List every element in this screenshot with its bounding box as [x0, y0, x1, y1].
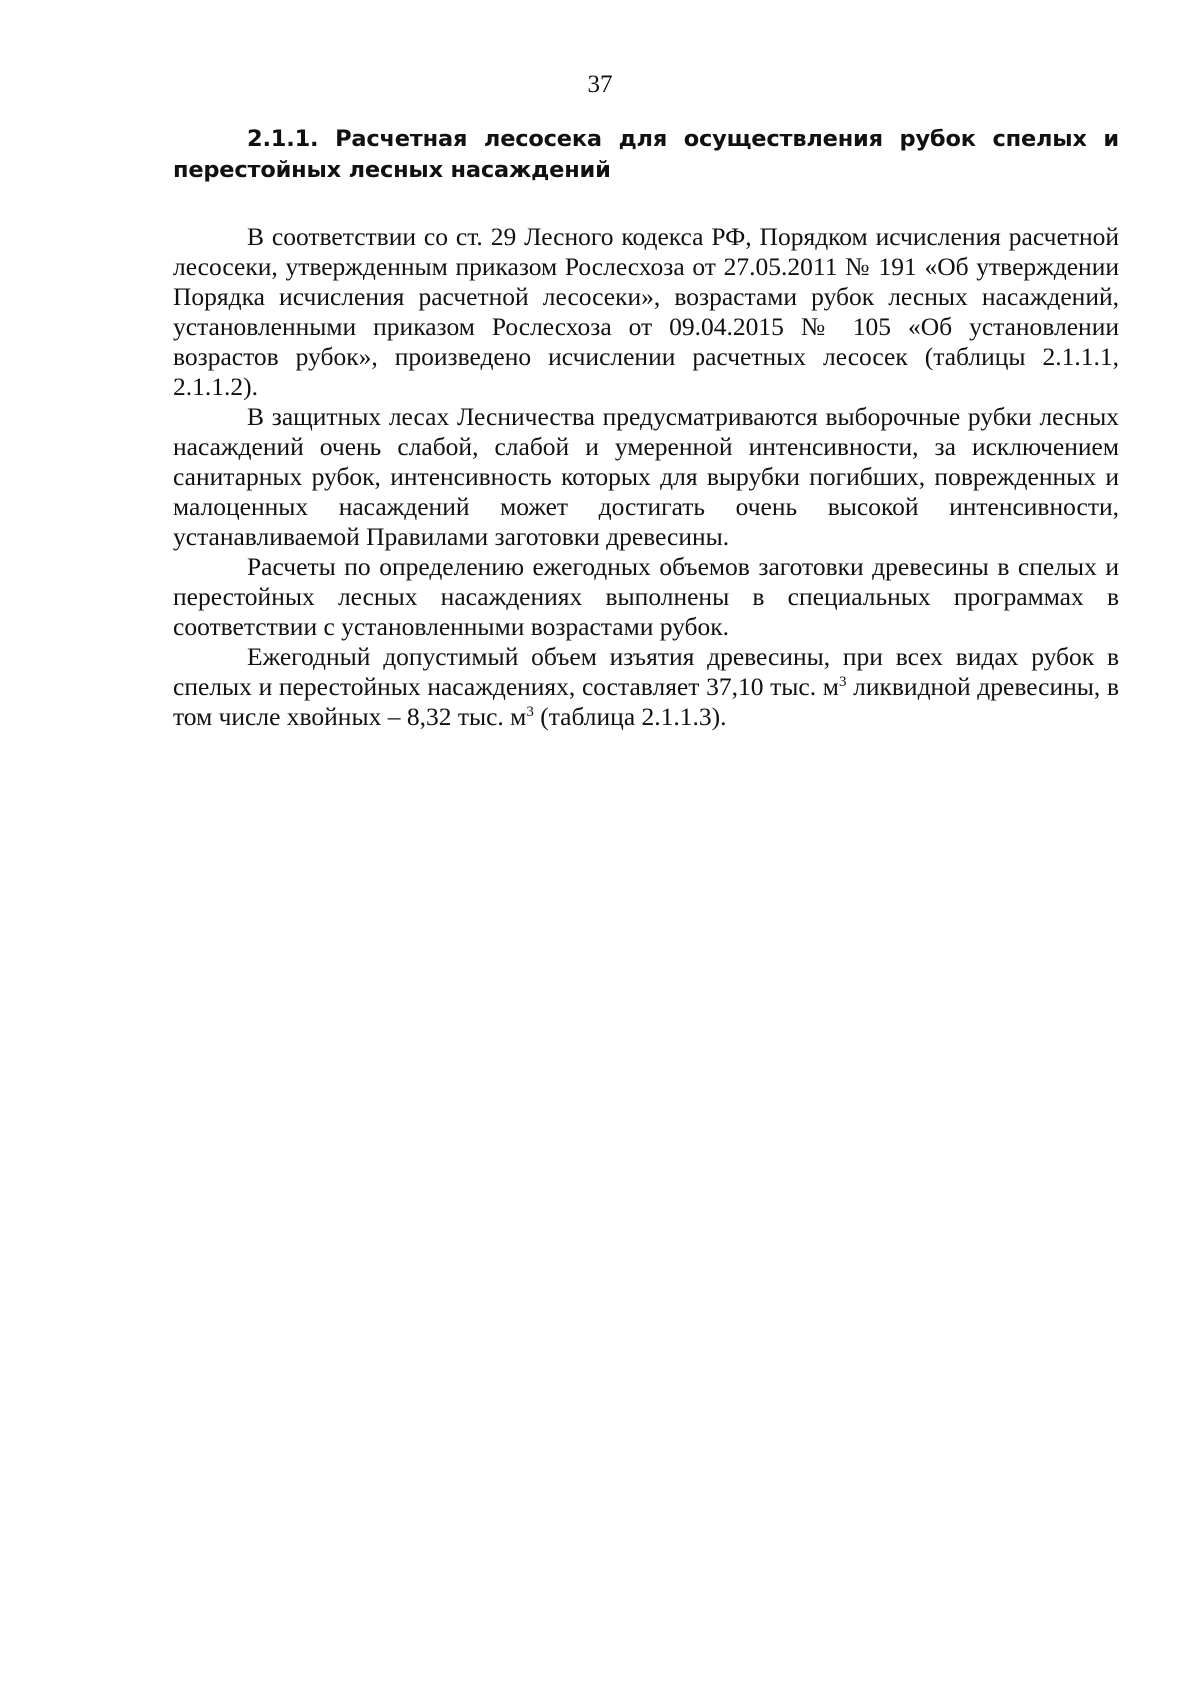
cubic-superscript: 3	[838, 674, 847, 690]
paragraph-legal-basis: В соответствии со ст. 29 Лесного кодекса РФ, Порядком исчисления расчетной лесосеки, утвержденным приказом Рослесхоза от 27.05.2011 № 191 «Об утверждении Порядка исчисления расчетной лесосеки», возрастами рубок лесных насаждений, установленными приказом Рослесхоза от 09.04.2015 № 105 «Об установлении возрастов рубок», произведено исчислении расчетных лесосек (таблицы 2.1.1.1, 2.1.1.2).	[173, 222, 1119, 401]
annual-volume-text: Ежегодный допустимый объем изъятия древесины, при всех видах рубок в спелых и перестойных насаждениях, составляет 37,10 тыс. м	[173, 642, 1119, 701]
table-reference-text: (таблица 2.1.1.3).	[533, 702, 727, 731]
cubic-superscript: 3	[526, 704, 534, 720]
conifer-volume-text: ликвидной древесины, в том числе хвойных – 8,32 тыс. м	[173, 672, 1120, 731]
paragraph-calculations: Расчеты по определению ежегодных объемов заготовки древесины в спелых и перестойных лесных насаждениях выполнены в специальных программах в соответствии с установленными возрастами рубок.	[173, 552, 1119, 641]
section-title: 2.1.1. Расчетная лесосека для осуществления рубок спелых и перестойных лесных насаждений	[173, 126, 1119, 183]
paragraph-annual-volume	[173, 642, 1119, 732]
paragraph-protective-forests: В защитных лесах Лесничества предусматриваются выборочные рубки лесных насаждений очень слабой, слабой и умеренной интенсивности, за исключением санитарных рубок, интенсивность которых для вырубки погибших, поврежденных и малоценных насаждений может достигать очень высокой интенсивности, устанавливаемой Правилами заготовки древесины.	[173, 402, 1119, 551]
document-body	[173, 124, 1119, 732]
page-number: 37	[587, 71, 613, 98]
